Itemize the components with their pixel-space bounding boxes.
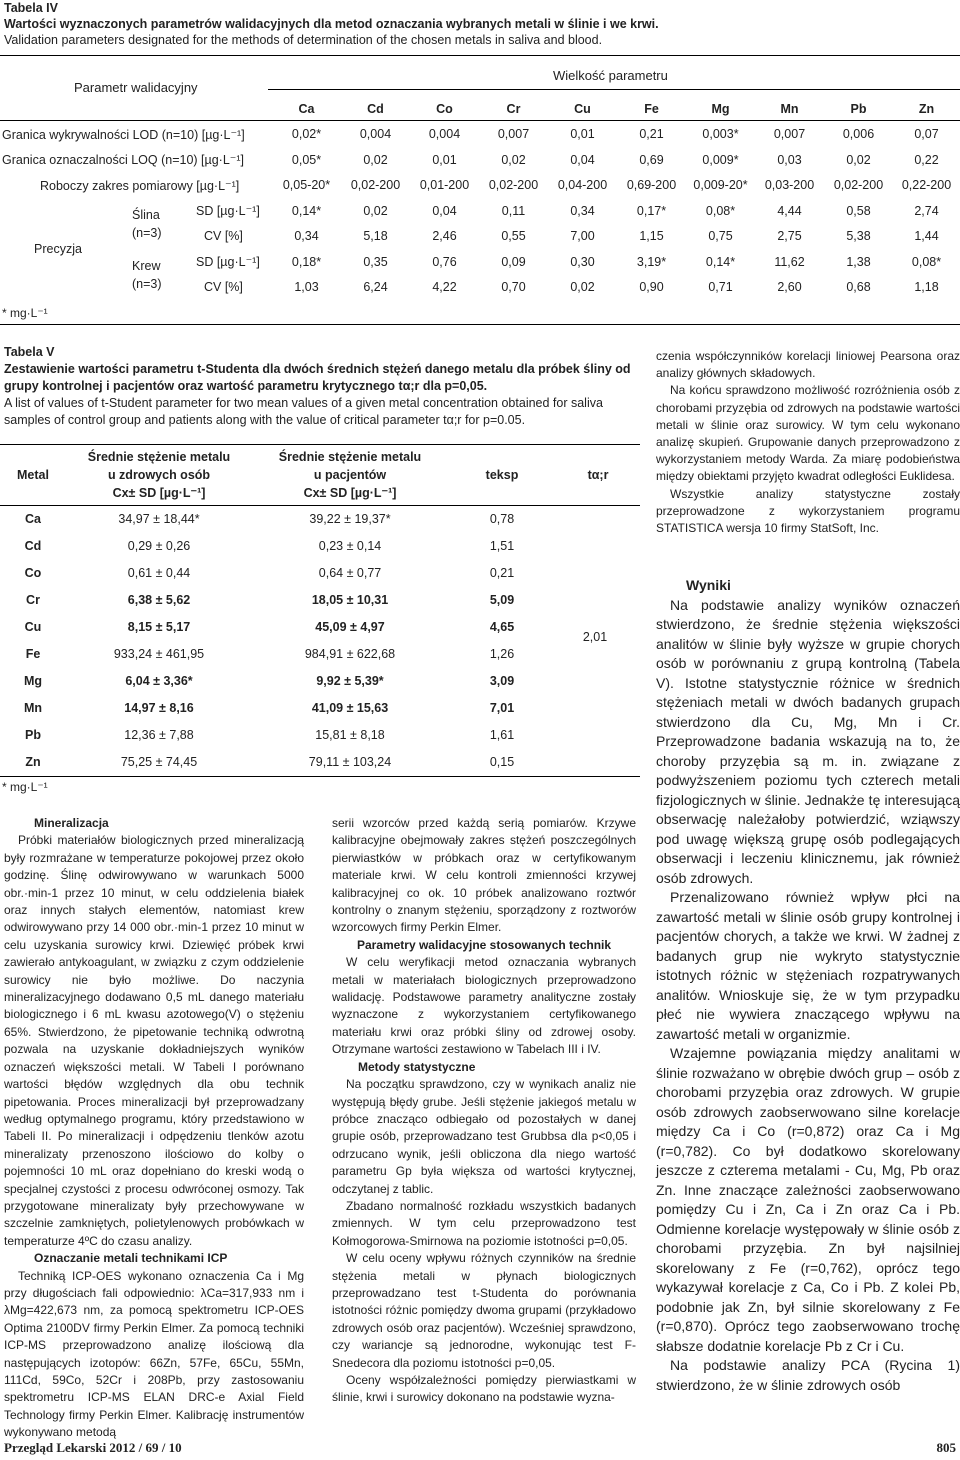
- table4-row-blood-sd: [0, 249, 960, 275]
- paragraph: Techniką ICP-OES wykonano oznaczenia Ca i Mg przy długościach fali odpowiednio: λCa=317,933 nm i λMg=422,673 nm, za pomocą spektrometru ICP-OES Optima 2100DV firmy Perkin Elmer. Za pomocą techniki ICP-MS przeprowadzono analizę ilościową dla następujących izotopów: 66Zn, 57Fe, 65Cu, 55Mn, 111Cd, 59Co, 52Cr i 208Pb, przy zastosowaniu spektrometru ICP-MS ELAN DRC-e Axial Field Technology firmy Perkin Elmer. Kalibrację instrumentów wykonywano metodą: [4, 1268, 304, 1440]
- healthy-cell: 0,61 ± 0,44: [127, 566, 191, 580]
- metal-header: Zn: [918, 101, 935, 116]
- healthy-cell: 933,24 ± 461,95: [113, 647, 205, 661]
- cell: 0,18*: [291, 254, 322, 269]
- metal-cell: Mg: [23, 674, 43, 688]
- paragraph: Wszystkie analizy statystyczne zostały przeprowadzone z wykorzystaniem programu STATISTICA wersja 10 firmy StatSoft, Inc.: [656, 486, 960, 536]
- tcrit-value: 2,01: [582, 630, 608, 644]
- tcrit-col-header: tα;r: [587, 468, 609, 482]
- cell: 0,30: [570, 254, 595, 269]
- cv-label: CV [%]: [204, 280, 243, 295]
- paragraph: Oceny współzależności pomiędzy pierwiastkami w ślinie, krwi i surowicy dokonano na podstawie wyzna-: [332, 1373, 636, 1405]
- paragraph: Zbadano normalność rozkładu wszystkich badanych zmiennych. W tym celu przeprowadzono test Kołmogorowa-Smirnowa na poziomie istotności p=0,05.: [332, 1198, 636, 1248]
- healthy-h2: u zdrowych osób: [107, 468, 211, 482]
- metal-header: Mn: [780, 101, 799, 116]
- cell: 0,004: [428, 127, 461, 142]
- table5-title-en: A list of values of t-Student parameter for two mean values of a given metal concentration obtained for saliva samples of control group and patients along with the value of critical parameter tα;r for p=0.05.: [4, 396, 603, 427]
- paragraph: Wzajemne powiązania między analitami w ślinie rozważano w obrębie dwóch grup – osób z chorobami przyzębia oraz zdrowych. W grupie osób zdrowych zaobserwowano silne korelacje między Ca i Co (r=0,872) oraz Ca i Mg (r=0,782). Co był dodatkowo skorelowany jeszcze z czterema metalami - Cu, Mg, Pb oraz Zn. Inne znaczące zależności zaobserwowano pomiędzy Cu i Zn, Ca i Zn oraz Ca i Pb. Odmienne korelacje występowały w ślinie osób z chorobami przyzębia. Zn był najsilniej skorelowany z Fe (r=0,762), oprócz tego wykazywał korelacje z Ca, Co i Pb. Z kolei Pb, podobnie jak Zn, był silnie skorelowany z Fe (r=0,870). Oprócz tego zaobserwowano trochę słabsze dodatnie korelacje Pb z Cr i Cu.: [656, 1045, 960, 1354]
- paragraph: Próbki materiałów biologicznych przed mineralizacją były rozmrażane w temperaturze pokojowej przez około godzinę. Ślinę odwirowywano w warunkach 5000 obr.·min-1 przez 10 minut, w celu oddzielenia białek oraz innych stałych elementów, natomiast krew odwirowywano przy 14 000 obr.·min-1 przez 10 minut w celu uzyskania surowicy krwi. Dziewięć próbek krwi zawierało antykoagulant, w związku z czym oddzielenie surowicy nie było możliwe. Do naczynia mineralizacyjnego dodawano 0,5 mL danego materiału biologicznego i 6 mL kwasu azotowego(V) o stężeniu 65%. Stwierdzono, że pipetowanie techniką odwrotną pozwala na uzyskanie dokładniejszych wyników oznaczeń większości metali. W Tabeli I porównano wartości błędów względnych dla obu technik pipetowania. Proces mineralizacji był przeprowadzany według optymalnego programu, który przedstawiono w Tabeli II. Po mineralizacji i odpędzeniu tlenków azotu mineralizaty przenoszono ilościowo do kolby o pojemności 10 mL oraz dopełniano do kreski wodą o specjalnej czystości z procesu odwróconej osmozy. Tak przygotowane mineralizaty były przechowywane w szczelnie zamkniętych, polietylenowych probówkach w temperaturze 4ºC do czasu analizy.: [4, 833, 304, 1248]
- healthy-cell: 12,36 ± 7,88: [124, 728, 194, 742]
- table4-value-header: Wielkość parametru: [553, 68, 668, 83]
- middle-column: [332, 815, 636, 1407]
- cell: 0,14*: [705, 254, 736, 269]
- table4-footnote: * mg·L⁻¹: [2, 306, 48, 320]
- table5: [0, 447, 640, 503]
- cell: 0,007: [773, 127, 806, 142]
- patients-h1: Średnie stężenie metalu: [278, 450, 422, 464]
- patients-cell: 9,92 ± 5,39*: [316, 674, 384, 688]
- page-number: 805: [936, 1440, 956, 1455]
- cell: 0,22-200: [901, 178, 952, 193]
- table4-header-rule: [0, 120, 960, 121]
- paragraph: czenia współczynników korelacji liniowej Pearsona oraz analizy głównych składowych.: [656, 349, 960, 381]
- table5-row: [0, 722, 640, 749]
- patients-cell: 45,09 ± 4,97: [315, 620, 385, 634]
- metal-cell: Ca: [25, 512, 41, 526]
- table5-row: [0, 560, 640, 587]
- paragraph: W celu oceny wpływu różnych czynników na średnie stężenia metali w płynach biologicznych przeprowadzano test t-Studenta do porównania istotności różnic pomiędzy dwoma grupami (przykładowo zdrowych osób oraz pacjentów). Wcześniej sprawdzono, czy wariancje są jednorodne, wykonując test F-Snedecora dla poziomu istotności p=0,05.: [332, 1251, 636, 1370]
- healthy-cell: 6,38 ± 5,62: [127, 593, 191, 607]
- cell: 0,006: [842, 127, 875, 142]
- healthy-h1: Średnie stężenie metalu: [87, 450, 231, 464]
- patients-cell: 15,81 ± 8,18: [315, 728, 385, 742]
- cell: 4,44: [777, 203, 802, 218]
- cell: 0,007: [497, 127, 530, 142]
- metal-header: Pb: [850, 101, 867, 116]
- cell: 0,009*: [702, 152, 739, 167]
- cell: 0,34: [570, 203, 595, 218]
- cell: 0,22: [914, 152, 939, 167]
- cell: 0,55: [501, 229, 526, 244]
- patients-h2: u pacjentów: [313, 468, 387, 482]
- table5-row: [0, 533, 640, 560]
- cell: 0,02*: [291, 127, 322, 142]
- saliva-text: Ślina: [132, 207, 160, 222]
- patients-cell: 0,23 ± 0,14: [318, 539, 382, 553]
- cell: 1,18: [914, 280, 939, 295]
- patients-cell: 0,64 ± 0,77: [318, 566, 382, 580]
- table5-row: [0, 668, 640, 695]
- patients-col-header: [252, 447, 448, 503]
- metal-header: Cu: [574, 101, 591, 116]
- table4-top-rule: [0, 55, 960, 56]
- metal-cell: Co: [24, 566, 42, 580]
- cell: 0,34: [294, 229, 319, 244]
- cell: 0,004: [359, 127, 392, 142]
- cell: 0,02-200: [350, 178, 401, 193]
- cell: 1,44: [914, 229, 939, 244]
- cell: 0,009-20*: [693, 178, 748, 193]
- healthy-cell: 6,04 ± 3,36*: [125, 674, 193, 688]
- metal-cell: Fe: [25, 647, 41, 661]
- texp-cell: 0,21: [489, 566, 515, 580]
- cell: 0,02: [501, 152, 526, 167]
- healthy-cell: 0,29 ± 0,26: [127, 539, 191, 553]
- cell: 5,38: [846, 229, 871, 244]
- metal-header: Cr: [506, 101, 521, 116]
- table5-top-rule: [0, 444, 640, 445]
- cell: 0,21: [639, 127, 664, 142]
- metal-cell: Mn: [23, 701, 43, 715]
- cell: 0,76: [432, 254, 457, 269]
- table4-bottom-rule: [0, 324, 960, 325]
- table5-label: Tabela V: [4, 345, 55, 359]
- row-label: Roboczy zakres pomiarowy [µg·L⁻¹]: [40, 178, 240, 193]
- texp-cell: 1,51: [489, 539, 515, 553]
- cell: 0,05*: [291, 152, 322, 167]
- metal-header: Mg: [711, 101, 730, 116]
- results-heading: Wyniki: [686, 577, 731, 593]
- patients-cell: 984,91 ± 622,68: [304, 647, 396, 661]
- saliva-label: [120, 198, 190, 249]
- table4-title-en: Validation parameters designated for the methods of determination of the chosen metals in saliva and blood.: [4, 33, 603, 47]
- saliva-n: (n=3): [132, 225, 162, 240]
- texp-cell: 1,61: [489, 728, 515, 742]
- left-column: [4, 815, 304, 1442]
- cell: 1,03: [294, 280, 319, 295]
- cell: 0,09: [501, 254, 526, 269]
- table4-value-rule: [268, 89, 960, 90]
- healthy-cell: 34,97 ± 18,44*: [118, 512, 200, 526]
- metal-header: Ca: [298, 101, 315, 116]
- cell: 0,14*: [291, 203, 322, 218]
- metal-header: Co: [436, 101, 453, 116]
- patients-cell: 41,09 ± 15,63: [311, 701, 389, 715]
- metal-col-header: Metal: [17, 468, 49, 482]
- cell: 0,01: [432, 152, 457, 167]
- table5-row: [0, 587, 640, 614]
- texp-cell: 0,78: [489, 512, 515, 526]
- table5-bottom-rule: [0, 776, 640, 777]
- texp-cell: 1,26: [489, 647, 515, 661]
- mineralization-heading: Mineralizacja: [34, 816, 109, 830]
- icp-heading: Oznaczanie metali technikami ICP: [34, 1251, 228, 1266]
- patients-cell: 18,05 ± 10,31: [311, 593, 389, 607]
- texp-cell: 3,09: [489, 674, 515, 688]
- cell: 0,04: [432, 203, 457, 218]
- cell: 0,01: [570, 127, 595, 142]
- cell: 11,62: [774, 254, 805, 269]
- paragraph: Na podstawie analizy wyników oznaczeń stwierdzono, że średnie stężenia większości analitów w ślinie były wyższe w grupie chorych osób w porównaniu z grupą kontrolną (Tabela V). Istotne statystycznie różnice w średnich stężeniach metali w dwóch badanych grupach stwierdzono dla Cu, Mg, Mn i Cr. Przeprowadzone badania wskazują na to, że choroby przyzębia są m. in. związane z podwyższeniem poziomu tych czterech metali fizjologicznych w ślinie. Jednakże tę interesującą obserwację należałoby potwierdzić, wziąwszy pod uwagę większą grupę osób podlegających obserwacji i leczeniu klinicznemu, jak również osób zdrowych.: [656, 596, 960, 886]
- blood-n: (n=3): [132, 276, 162, 291]
- table5-row: [0, 749, 640, 776]
- cell: 1,15: [639, 229, 664, 244]
- sd-label: SD [µg·L⁻¹]: [196, 204, 260, 219]
- patients-h3: Cx± SD [µg·L⁻¹]: [303, 486, 397, 500]
- results-section: [656, 576, 960, 1395]
- cell: 0,03-200: [764, 178, 815, 193]
- cell: 0,90: [639, 280, 664, 295]
- cell: 0,08*: [705, 203, 736, 218]
- table4-label: Tabela IV: [4, 1, 58, 15]
- healthy-cell: 75,25 ± 74,45: [120, 755, 198, 769]
- paragraph: Przenalizowano również wpływ płci na zawartość metali w ślinie osób grupy kontrolnej i pacjentów chorych, a także we krwi. W żadnej z badanych grup nie wykryto statystycznie istotnych różnic w stężeniach rozpatrywanych analitów. Wnioskuje się, że w tym przypadku płeć nie wywiera znaczącego wpływu na zawartość metali w organizmie.: [656, 889, 960, 1042]
- paragraph: W celu weryfikacji metod oznaczania wybranych metali w materiałach biologicznych przeprowadzono walidację. Podstawowe parametry analityczne zostały wyznaczone z wykorzystaniem certyfikowanego materiału krwi oraz próbki śliny od zdrowej osoby. Otrzymane wartości zestawiono w Tabelach III i IV.: [332, 955, 636, 1057]
- paragraph: serii wzorców przed każdą serią pomiarów. Krzywe kalibracyjne obejmowały zakres stężeń poszczególnych pierwiastków w próbkach oraz w certyfikowanym materiale krwi. W celu kontroli zmienności krzywej kalibracyjnej co ok. 10 próbek analizowano roztwór kontrolny o znanym stężeniu, sporządzony z roztworów wzorcowych firmy Perkin Elmer.: [332, 816, 636, 935]
- cell: 7,00: [570, 229, 595, 244]
- cell: 0,02-200: [833, 178, 884, 193]
- cell: 0,02: [363, 203, 388, 218]
- sd-label: SD [µg·L⁻¹]: [196, 255, 260, 270]
- cell: 4,22: [432, 280, 457, 295]
- cell: 0,04: [570, 152, 595, 167]
- cell: 0,69-200: [626, 178, 677, 193]
- cell: 0,11: [501, 203, 526, 218]
- table5-row: [0, 695, 640, 722]
- blood-text: Krew: [132, 258, 161, 273]
- cell: 0,71: [708, 280, 733, 295]
- cv-label: CV [%]: [204, 229, 243, 244]
- cell: 0,04-200: [557, 178, 608, 193]
- cell: 0,07: [914, 127, 939, 142]
- cell: 0,05-20*: [282, 178, 331, 193]
- journal-footer: Przegląd Lekarski 2012 / 69 / 10: [4, 1440, 182, 1455]
- paragraph: Na końcu sprawdzono możliwość rozróżnienia osób z chorobami przyzębia od zdrowych na podstawie wartości metali w ślinie oraz surowicy. W tym celu wykonano analizę skupień. Grupowanie danych przeprowadzono z wykorzystaniem metody Warda. Za miarę podobieństwa między obiektami przyjęto kwadrat odległości Euklidesa.: [656, 383, 960, 484]
- cell: 0,70: [501, 280, 526, 295]
- table5-row: [0, 641, 640, 668]
- metal-cell: Zn: [25, 755, 41, 769]
- cell: 2,75: [777, 229, 802, 244]
- cell: 2,46: [432, 229, 457, 244]
- cell: 0,68: [846, 280, 871, 295]
- cell: 0,02-200: [488, 178, 539, 193]
- metal-cell: Pb: [25, 728, 41, 742]
- metal-header: Fe: [644, 101, 659, 116]
- cell: 0,02: [363, 152, 388, 167]
- table4-row-saliva-sd: [0, 198, 960, 224]
- texp-cell: 0,15: [489, 755, 515, 769]
- cell: 3,19*: [636, 254, 667, 269]
- table4: [0, 96, 960, 300]
- table4-metal-header-row: [0, 96, 960, 122]
- cell: 0,003*: [702, 127, 739, 142]
- texp-cell: 5,09: [489, 593, 515, 607]
- metal-cell: Cr: [26, 593, 40, 607]
- patients-cell: 39,22 ± 19,37*: [309, 512, 391, 526]
- healthy-cell: 14,97 ± 8,16: [124, 701, 194, 715]
- texp-cell: 4,65: [489, 620, 515, 634]
- cell: 0,02: [846, 152, 871, 167]
- table4-title-pl: Wartości wyznaczonych parametrów walidacyjnych dla metod oznaczania wybranych metali w ślinie i we krwi.: [4, 17, 659, 31]
- table5-footnote: * mg·L⁻¹: [2, 780, 48, 794]
- table4-row-lod: [0, 122, 960, 148]
- row-label: Granica oznaczalności LOQ (n=10) [µg·L⁻¹]: [2, 153, 245, 168]
- paragraph: Na początku sprawdzono, czy w wynikach analiz nie występują błędy grube. Jeśli stężenie jakiegoś metalu w próbce znacząco odbiegało od pozostałych w danej grupie osób, przeprowadzano test Grubbsa dla p<0,05 i odrzucano wynik, jeśli obliczona dla niego wartość parametru Gp była większa od wartości krytycznej, odczytanej z tablic.: [332, 1077, 636, 1196]
- blood-label: [120, 249, 190, 300]
- row-label: Granica wykrywalności LOD (n=10) [µg·L⁻¹]: [2, 127, 245, 142]
- cell: 0,01-200: [419, 178, 470, 193]
- healthy-cell: 8,15 ± 5,17: [127, 620, 191, 634]
- precision-label: Precyzja: [34, 242, 82, 256]
- metal-header: Cd: [367, 101, 384, 116]
- texp-col-header: teksp: [485, 468, 519, 482]
- cell: 0,69: [639, 152, 664, 167]
- cell: 0,58: [846, 203, 871, 218]
- cell: 6,24: [363, 280, 388, 295]
- cell: 1,38: [846, 254, 871, 269]
- cell: 2,74: [914, 203, 939, 218]
- table5-row: [0, 614, 640, 641]
- statistics-heading: Metody statystyczne: [358, 1059, 476, 1074]
- table4-param-header: Parametr walidacyjny: [74, 80, 198, 95]
- right-top-text: [656, 348, 960, 537]
- cell: 0,03: [777, 152, 802, 167]
- table4-row-loq: [0, 147, 960, 173]
- patients-cell: 79,11 ± 103,24: [308, 755, 392, 769]
- table5-header-row: [0, 447, 640, 503]
- table4-caption: [4, 0, 659, 48]
- validation-heading: Parametry walidacyjne stosowanych technik: [356, 937, 612, 952]
- table5-caption: [4, 344, 640, 429]
- cell: 2,60: [777, 280, 802, 295]
- cell: 0,17*: [636, 203, 667, 218]
- table5-row: [0, 506, 640, 533]
- cell: 5,18: [363, 229, 388, 244]
- cell: 0,75: [708, 229, 733, 244]
- metal-cell: Cu: [24, 620, 42, 634]
- cell: 0,35: [363, 254, 388, 269]
- cell: 0,02: [570, 280, 595, 295]
- healthy-h3: Cx± SD [µg·L⁻¹]: [112, 486, 206, 500]
- cell: 0,08*: [911, 254, 942, 269]
- metal-cell: Cd: [24, 539, 42, 553]
- table5-title-pl: Zestawienie wartości parametru t-Studenta dla dwóch średnich stężeń danego metalu dla próbek śliny od grupy kontrolnej i pacjentów oraz wartość parametru krytycznego tα;r dla p=0,05.: [4, 362, 631, 393]
- table4-row-range: [0, 173, 960, 199]
- healthy-col-header: [66, 447, 252, 503]
- paragraph: Na podstawie analizy PCA (Rycina 1) stwierdzono, że w ślinie zdrowych osób: [656, 1357, 960, 1393]
- texp-cell: 7,01: [489, 701, 515, 715]
